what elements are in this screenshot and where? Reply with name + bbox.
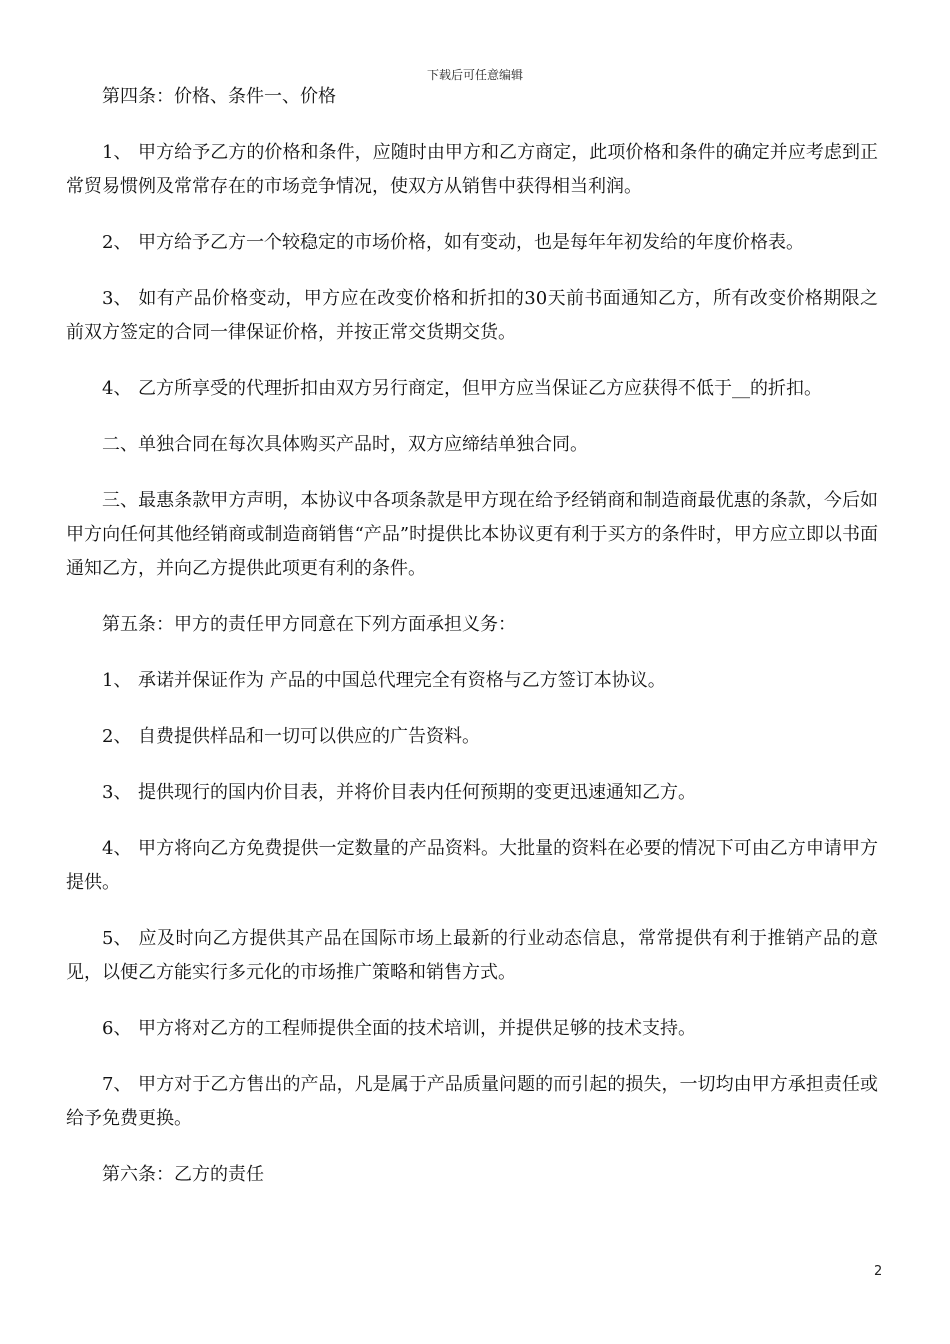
header-note: 下载后可任意编辑 <box>426 68 523 82</box>
paragraph-4-4 <box>66 372 878 406</box>
paragraph-number: 7、 <box>102 1074 132 1095</box>
paragraph-text: 二、单独合同在每次具体购买产品时，双方应缔结单独合同。 <box>102 434 588 455</box>
paragraph-number: 3、 <box>102 288 132 309</box>
paragraph-number: 1、 <box>102 142 132 163</box>
page-number: 2 <box>874 1264 883 1279</box>
paragraph-text: 应及时向乙方提供其产品在国际市场上最新的行业动态信息，常常提供有利于推销产品的意见，以便乙方能实行多元化的市场推广策略和销售方式。 <box>66 928 878 983</box>
paragraph-5-7 <box>66 1068 878 1136</box>
paragraph-5-5 <box>66 922 878 990</box>
paragraph-text: 如有产品价格变动，甲方应在改变价格和折扣的30天前书面通知乙方，所有改变价格期限之前双方签定的合同一律保证价格，并按正常交货期交货。 <box>66 288 878 343</box>
paragraph-number: 6、 <box>102 1018 132 1039</box>
paragraph-text: 甲方对于乙方售出的产品，凡是属于产品质量问题的而引起的损失，一切均由甲方承担责任或给予免费更换。 <box>66 1074 878 1129</box>
paragraph-5-3 <box>66 776 878 810</box>
paragraph-number: 2、 <box>102 232 132 253</box>
paragraph-number: 3、 <box>102 782 132 803</box>
paragraph-number: 2、 <box>102 726 132 747</box>
paragraph-text: 第五条：甲方的责任甲方同意在下列方面承担义务： <box>102 614 516 635</box>
paragraph-number: 5、 <box>102 928 132 949</box>
paragraph-number: 1、 <box>102 670 132 691</box>
paragraph-text: 提供现行的国内价目表，并将价目表内任何预期的变更迅速通知乙方。 <box>138 782 696 803</box>
paragraph-article-6-title <box>66 1158 878 1192</box>
paragraph-most-favored <box>66 484 878 586</box>
paragraph-4-1 <box>66 136 878 204</box>
document-body <box>66 80 878 1214</box>
paragraph-4-2 <box>66 226 878 260</box>
paragraph-text: 甲方将向乙方免费提供一定数量的产品资料。大批量的资料在必要的情况下可由乙方申请甲方提供。 <box>66 838 878 893</box>
paragraph-article-5-title <box>66 608 878 642</box>
paragraph-article-4-title <box>66 80 878 114</box>
paragraph-text: 自费提供样品和一切可以供应的广告资料。 <box>138 726 480 747</box>
paragraph-separate-contract <box>66 428 878 462</box>
paragraph-number: 4、 <box>102 838 132 859</box>
paragraph-text: 甲方将对乙方的工程师提供全面的技术培训，并提供足够的技术支持。 <box>138 1018 696 1039</box>
paragraph-5-2 <box>66 720 878 754</box>
paragraph-5-4 <box>66 832 878 900</box>
paragraph-5-6 <box>66 1012 878 1046</box>
paragraph-text: 甲方给予乙方的价格和条件，应随时由甲方和乙方商定，此项价格和条件的确定并应考虑到正常贸易惯例及常常存在的市场竞争情况，使双方从销售中获得相当利润。 <box>66 142 878 197</box>
paragraph-text: 乙方所享受的代理折扣由双方另行商定，但甲方应当保证乙方应获得不低于__的折扣。 <box>138 378 822 399</box>
paragraph-text: 第四条：价格、条件一、价格 <box>102 86 336 107</box>
paragraph-text: 承诺并保证作为 产品的中国总代理完全有资格与乙方签订本协议。 <box>138 670 666 691</box>
paragraph-text: 甲方给予乙方一个较稳定的市场价格，如有变动，也是每年年初发给的年度价格表。 <box>138 232 804 253</box>
paragraph-text: 第六条：乙方的责任 <box>102 1164 264 1185</box>
paragraph-4-3 <box>66 282 878 350</box>
paragraph-number: 4、 <box>102 378 132 399</box>
paragraph-5-1 <box>66 664 878 698</box>
paragraph-text: 三、最惠条款甲方声明，本协议中各项条款是甲方现在给予经销商和制造商最优惠的条款，今后如甲方向任何其他经销商或制造商销售“产品”时提供比本协议更有利于买方的条件时，甲方应立即以书面通知乙方，并向乙方提供此项更有利的条件。 <box>66 490 878 579</box>
